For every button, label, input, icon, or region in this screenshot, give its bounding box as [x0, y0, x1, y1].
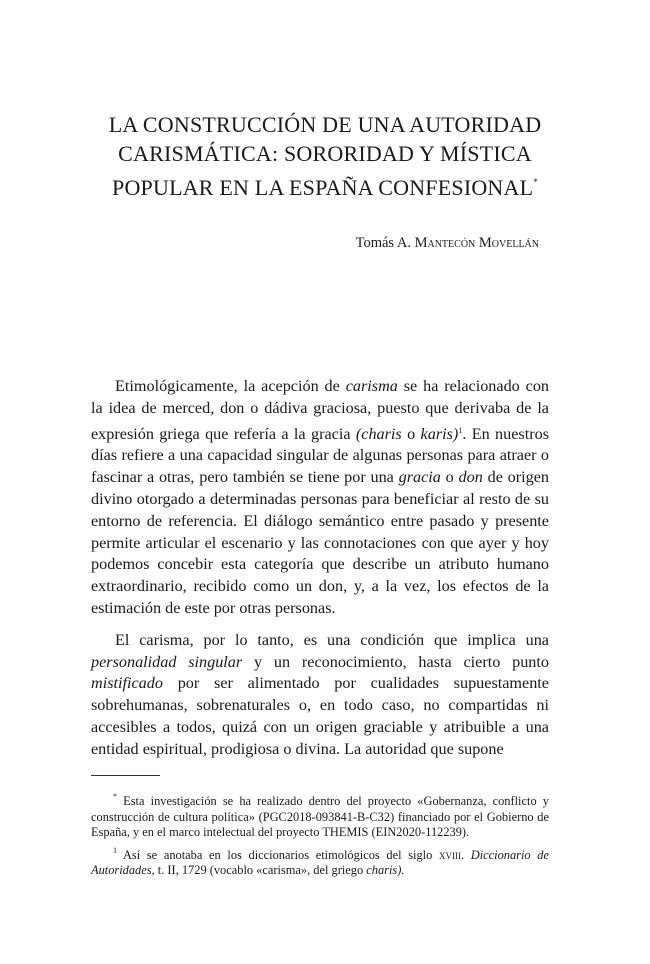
footnote-1-source-title: Diccionario de Autoridades, — [91, 847, 549, 878]
footnote-star-mark: * — [113, 792, 117, 801]
footnote-1 — [91, 843, 549, 879]
title-line-1: LA CONSTRUCCIÓN DE UNA AUTORIDAD — [108, 112, 542, 137]
p1-term-gracia: gracia — [398, 468, 441, 487]
p1-text: o — [440, 468, 459, 487]
title-line-2: CARISMÁTICA: SORORIDAD Y MÍSTICA — [118, 141, 532, 166]
footnote-1-mark: 1 — [113, 845, 117, 855]
p1-term-don: don — [458, 468, 483, 487]
p2-term-mistificado: mistificado — [91, 674, 163, 693]
body-text — [91, 376, 549, 771]
footnote-separator — [91, 775, 160, 776]
author-byline — [356, 235, 539, 252]
footnote-1-century: xviii — [438, 847, 461, 862]
article-title — [60, 110, 590, 202]
author-given-name: Tomás A. — [355, 235, 411, 251]
footnote-1-term-charis: charis). — [366, 863, 405, 878]
footnote-1-text: . — [460, 847, 471, 862]
p2-text: y un reconocimiento, hasta cierto punto — [242, 652, 549, 671]
title-line-3 — [60, 168, 590, 202]
title-footnote-mark[interactable]: * — [533, 177, 538, 187]
footnotes — [91, 789, 549, 881]
paragraph-1 — [91, 376, 549, 620]
footnote-1-text: Así se anotaba en los diccionarios etimológicos del siglo — [122, 847, 439, 862]
footnote-1-text: t. II, 1729 (vocablo «carisma», del griego — [154, 863, 367, 878]
paragraph-2 — [91, 630, 549, 761]
footnote-star-text: Esta investigación se ha realizado dentro del proyecto «Gobernanza, conflicto y construcción de cultura política» (PGC2018-093841-B-C32) financiado por el Gobierno de España, y en el marco intelectual del proyecto THEMIS (EIN2020-112239). — [91, 794, 549, 840]
author-surname: Mantecón Movellán — [414, 235, 539, 251]
p1-text: de origen divino otorgado a determinadas personas para beneficiar al resto de su entorno de referencia. El diálogo semántico entre pasado y presente permite articular el escenario y las connotaciones con que ayer y hoy podemos concebir esta categoría que describe un atributo humano extraordinario, recibido como un don, y, a la vez, los efectos de la estimación de este por otras personas. — [91, 468, 549, 617]
footnote-ref-1[interactable]: 1 — [458, 425, 463, 435]
p1-text: Etimológicamente, la acepción de — [115, 377, 346, 395]
p2-text: El carisma, por lo tanto, es una condición que implica una — [115, 630, 549, 649]
p2-term-personalidad: personalidad singular — [91, 652, 243, 671]
title-line-3-text: POPULAR EN LA ESPAÑA CONFESIONAL — [112, 175, 534, 200]
p1-text: . En nuestros días refiere a una capacidad singular de algunas personas para atraer o fascinar a otras, pero también se tiene por una — [91, 424, 550, 487]
p1-text: se ha relacionado con la idea de merced, don o dádiva graciosa, puesto que derivaba de la expresión griega que refería a la gracia — [91, 377, 550, 443]
p1-text: o — [401, 424, 421, 443]
p1-term-karis: karis) — [420, 424, 459, 443]
footnote-star — [91, 789, 549, 841]
p2-text: por ser alimentado por cualidades supuestamente sobrehumanas, sobrenaturales o, en todo caso, no compartidas ni accesibles a todos, quizá con un origen graciable y atribuible a una entidad espiritual, prodigiosa o divina. La autoridad que supone — [91, 674, 549, 758]
p1-term-charis: (charis — [355, 424, 402, 443]
p1-term-carisma: carisma — [345, 377, 398, 395]
